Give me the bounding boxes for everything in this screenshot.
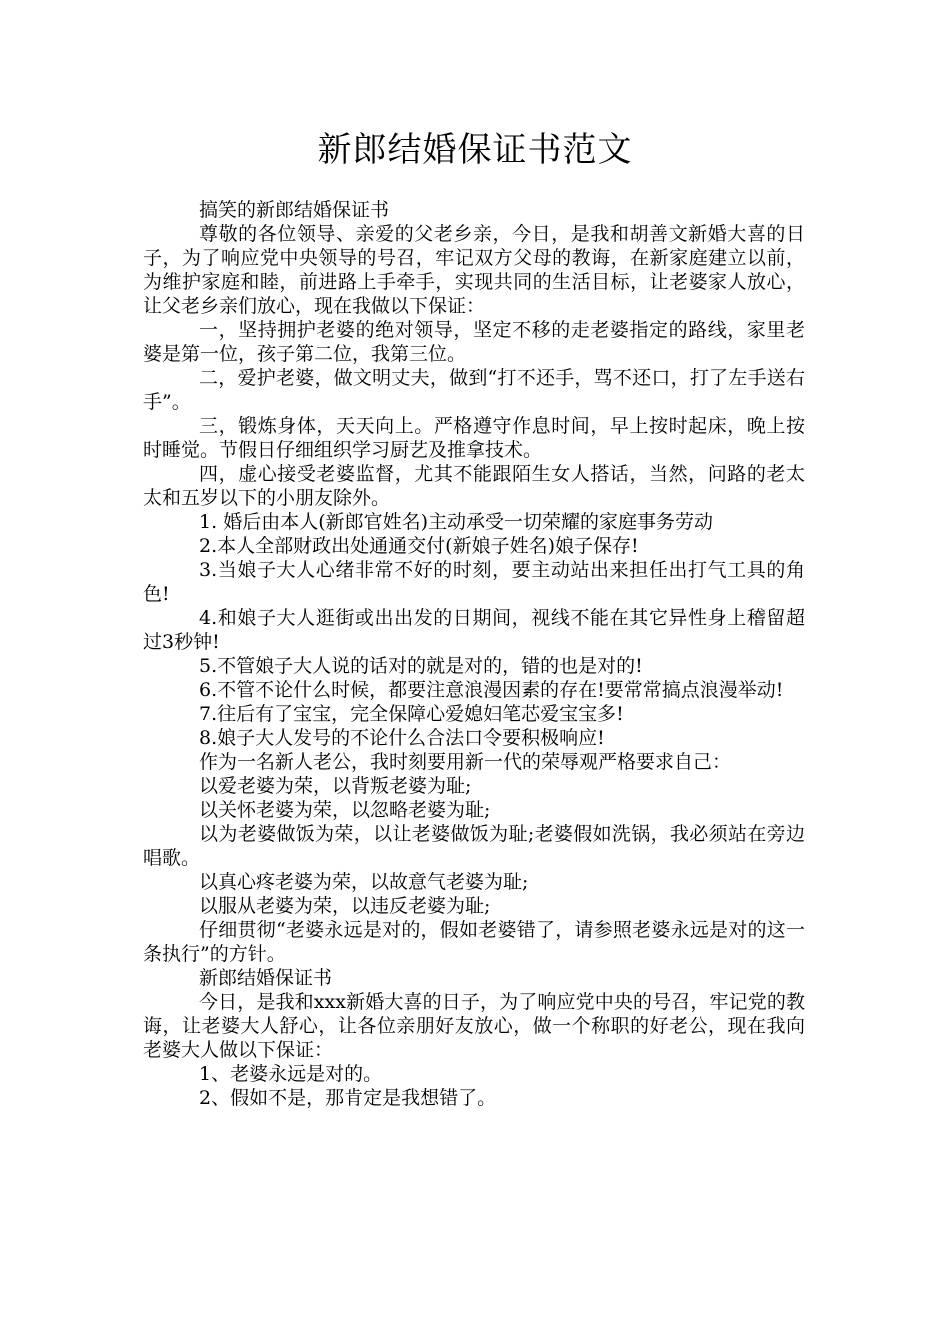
document-body <box>143 198 805 1110</box>
paragraph: 作为一名新人老公，我时刻要用新一代的荣辱观严格要求自己： <box>199 751 732 773</box>
numbered-item: 1、老婆永远是对的。 <box>199 1063 383 1085</box>
pledge-item: 四，虚心接受老婆监督，尤其不能跟陌生女人搭话，当然，问路的老太太和五岁以下的小朋友除外。 <box>143 463 805 509</box>
numbered-item: 1. 婚后由本人(新郎官姓名)主动承受一切荣耀的家庭事务劳动 <box>199 511 714 533</box>
section-heading: 新郎结婚保证书 <box>199 967 333 989</box>
pledge-item: 三，锻炼身体，天天向上。严格遵守作息时间，早上按时起床，晚上按时睡觉。节假日仔细组织学习厨艺及推拿技术。 <box>143 415 805 461</box>
pledge-item: 一，坚持拥护老婆的绝对领导，坚定不移的走老婆指定的路线，家里老婆是第一位，孩子第二位，我第三位。 <box>143 319 805 365</box>
numbered-item: 2.本人全部财政出处通通交付(新娘子姓名)娘子保存! <box>199 535 639 557</box>
paragraph: 仔细贯彻“老婆永远是对的，假如老婆错了，请参照老婆永远是对的这一条执行”的方针。 <box>143 919 805 965</box>
numbered-item: 2、假如不是，那肯定是我想错了。 <box>199 1087 497 1109</box>
motto-line: 以服从老婆为荣，以违反老婆为耻; <box>199 895 491 917</box>
numbered-item: 5.不管娘子大人说的话对的就是对的，错的也是对的! <box>199 655 643 677</box>
motto-line: 以爱老婆为荣，以背叛老婆为耻; <box>199 775 472 797</box>
motto-line: 以为老婆做饭为荣，以让老婆做饭为耻;老婆假如洗锅，我必须站在旁边唱歌。 <box>143 823 805 869</box>
numbered-item: 3.当娘子大人心绪非常不好的时刻，要主动站出来担任出打气工具的角色! <box>143 559 805 605</box>
motto-line: 以关怀老婆为荣，以忽略老婆为耻; <box>199 799 491 821</box>
section-heading: 搞笑的新郎结婚保证书 <box>199 199 390 221</box>
paragraph: 今日，是我和xxx新婚大喜的日子，为了响应党中央的号召，牢记党的教诲，让老婆大人舒心，让各位亲朋好友放心，做一个称职的好老公，现在我向老婆大人做以下保证： <box>143 991 805 1061</box>
document-title: 新郎结婚保证书范文 <box>317 130 633 170</box>
numbered-item: 6.不管不论什么时候，都要注意浪漫因素的存在!要常常搞点浪漫举动! <box>199 679 784 701</box>
motto-line: 以真心疼老婆为荣，以故意气老婆为耻; <box>199 871 529 893</box>
numbered-item: 8.娘子大人发号的不论什么合法口令要积极响应! <box>199 727 605 749</box>
numbered-item: 4.和娘子大人逛街或出出发的日期间，视线不能在其它异性身上稽留超过3秒钟! <box>143 607 805 653</box>
numbered-item: 7.往后有了宝宝，完全保障心爱媳妇笔芯爱宝宝多! <box>199 703 624 725</box>
paragraph: 尊敬的各位领导、亲爱的父老乡亲，今日，是我和胡善文新婚大喜的日子，为了响应党中央领导的号召，牢记双方父母的教诲，在新家庭建立以前，为维护家庭和睦，前进路上手牵手，实现共同的生活目标，让老婆家人放心，让父老乡亲们放心，现在我做以下保证： <box>143 223 805 317</box>
pledge-item: 二，爱护老婆，做文明丈夫，做到“打不还手，骂不还口，打了左手送右手”。 <box>143 367 805 413</box>
